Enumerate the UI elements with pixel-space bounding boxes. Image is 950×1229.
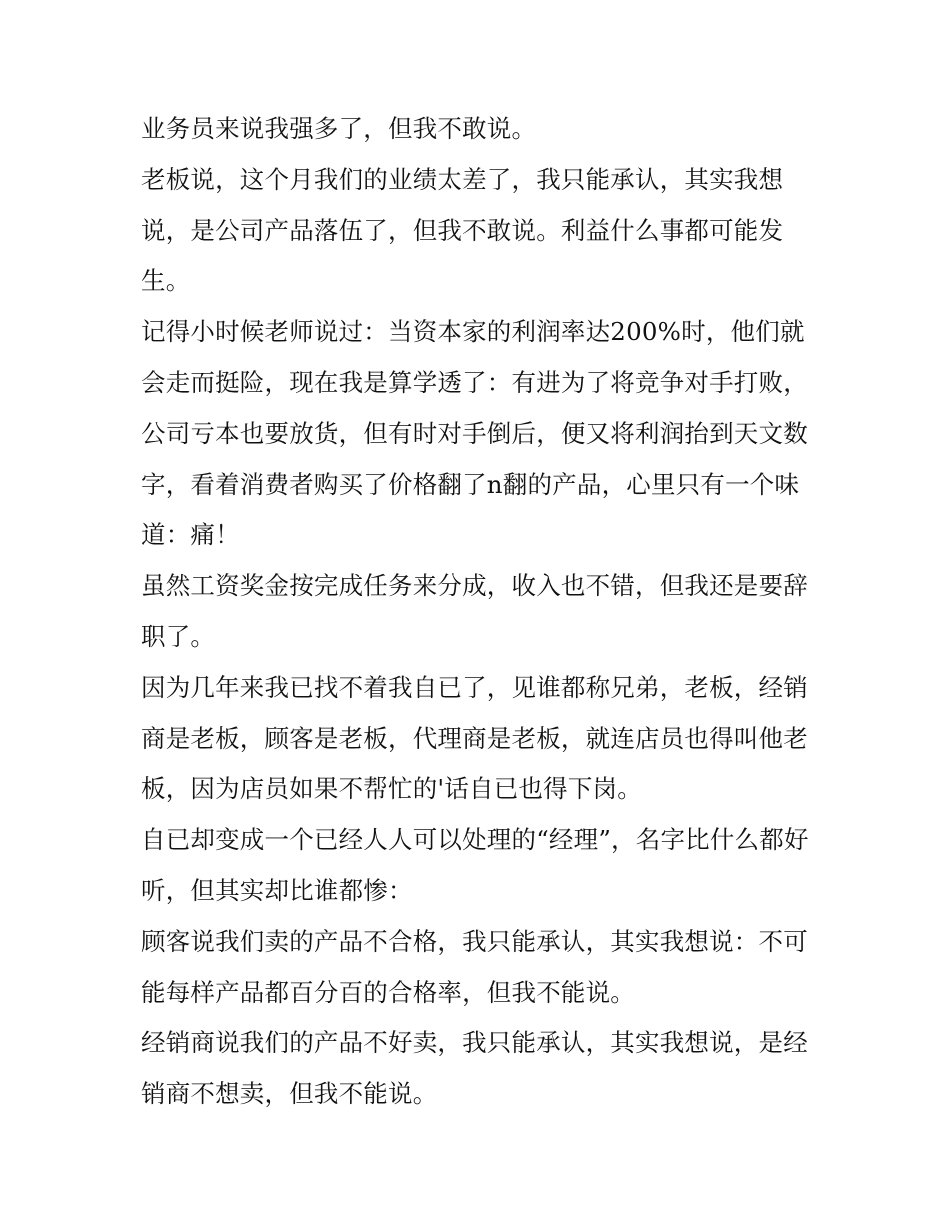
paragraph: 业务员来说我强多了，但我不敢说。 xyxy=(141,114,537,143)
paragraph: 顾客说我们卖的产品不合格，我只能承认，其实我想说：不可能每样产品都百分百的合格率，但我不能说。 xyxy=(141,926,808,1007)
document-body xyxy=(141,104,821,1120)
paragraph: 因为几年来我已找不着我自已了，见谁都称兄弟，老板，经销商是老板，顾客是老板，代理商是老板，就连店员也得叫他老板，因为店员如果不帮忙的'话自已也得下岗。 xyxy=(141,672,808,804)
paragraph: 记得小时候老师说过：当资本家的利润率达200%时，他们就会走而挺险，现在我是算学透了：有进为了将竞争对手打败，公司亏本也要放货，但有时对手倒后，便又将利润抬到天文数字，看着消费者购买了价格翻了n翻的产品，心里只有一个味道：痛！ xyxy=(141,317,808,550)
paragraph: 老板说，这个月我们的业绩太差了，我只能承认，其实我想说，是公司产品落伍了，但我不敢说。利益什么事都可能发生。 xyxy=(141,164,784,296)
paragraph: 虽然工资奖金按完成任务来分成，收入也不错，但我还是要辞职了。 xyxy=(141,571,808,651)
paragraph: 经销商说我们的产品不好卖，我只能承认，其实我想说，是经销商不想卖，但我不能说。 xyxy=(141,1028,808,1109)
paragraph: 自已却变成一个已经人人可以处理的“经理”，名字比什么都好听，但其实却比谁都惨： xyxy=(141,825,809,905)
